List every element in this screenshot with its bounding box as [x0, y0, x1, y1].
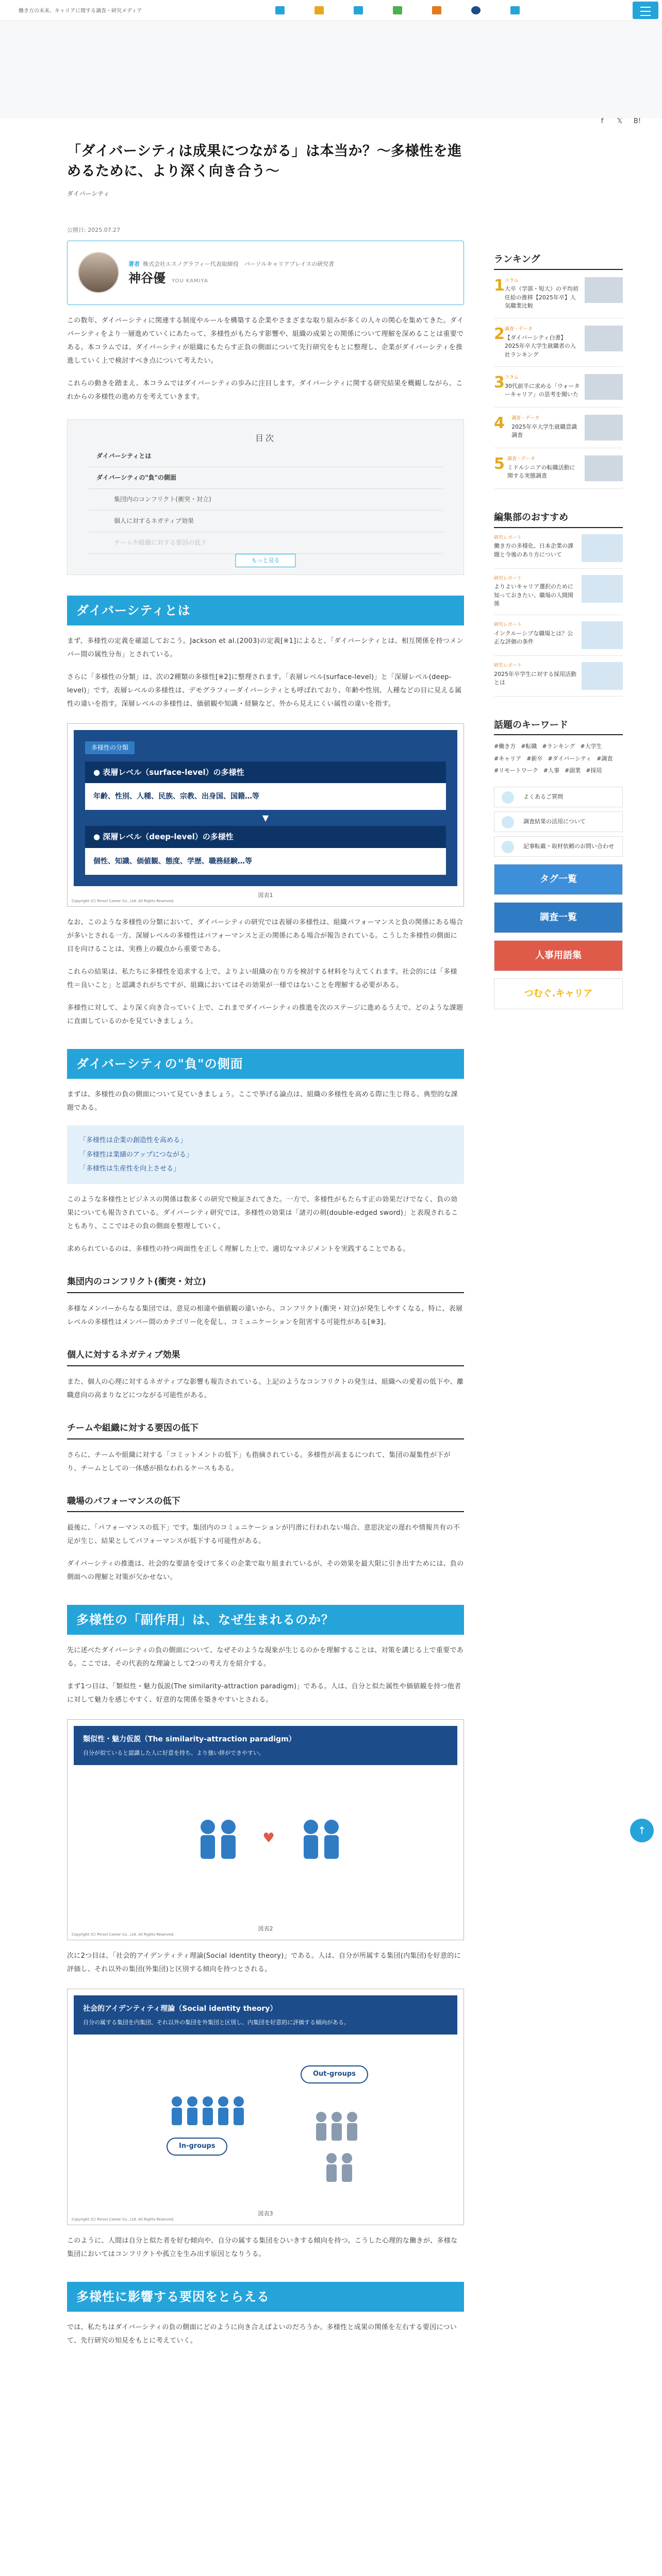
rank-category: 調査・データ — [504, 326, 533, 332]
recommend-thumbnail — [582, 662, 623, 690]
rank-thumbnail — [585, 374, 623, 400]
deep-level-body: 個性、知識、価値観、態度、学歴、職務経験…等 — [93, 857, 252, 866]
facebook-share-icon[interactable]: f — [601, 117, 604, 125]
section-heading: 多様性の「副作用」は、なぜ生まれるのか？ — [67, 1605, 464, 1635]
figure-similarity-attraction — [67, 1719, 464, 1940]
body-paragraph: まず1つ目は、「類似性・魅力仮説(The similarity-attraction paradigm)」である。人は、自分と似た属性や価値観を持つ他者に対して魅力を感じやすく、好意的な関係を築きやすいとされる。 — [67, 1683, 461, 1704]
toc-item[interactable]: 集団内のコンフリクト(衝突・対立) — [88, 489, 443, 511]
recommend-item[interactable] — [494, 569, 623, 615]
body-paragraph: 先に述べたダイバーシティの負の側面について、なぜそのような現象が生じるのかを理解することは、対策を講じる上で重要である。ここでは、その代表的な理論として2つの考え方を紹介する。 — [67, 1647, 464, 1668]
rank-number: 1 — [494, 276, 505, 295]
hamburger-menu-button[interactable] — [633, 2, 658, 19]
quote-line: 「多様性は生産性を向上させる」 — [79, 1165, 180, 1173]
body-paragraph: また、個人の心理に対するネガティブな影響も報告されている。上記のようなコンフリクトの発生は、組織への愛着の低下や、離職意向の高まりなどにつながる可能性がある。 — [67, 1378, 464, 1399]
article-title: 「ダイバーシティは成果につながる」は本当か？～多様性を進めるために、より深く向き合う～ — [67, 143, 462, 180]
arrow-down-icon: ▼ — [262, 813, 269, 823]
usage-link[interactable]: 調査結果の活用について — [494, 811, 623, 832]
figure-title-bar — [74, 1726, 457, 1765]
subsection-heading: チームや組織に対する要因の低下 — [67, 1421, 464, 1439]
toc-title: 目次 — [255, 433, 276, 443]
figure-title-bar — [74, 1995, 457, 2035]
section-heading: ダイバーシティの"負"の側面 — [67, 1049, 464, 1079]
rank-category: 調査・データ — [507, 456, 535, 462]
figure-header: 類似性・魅力仮説（The similarity-attraction paradigm） — [83, 1735, 296, 1744]
share-buttons — [596, 115, 643, 128]
rank-text: 大卒（学部・短大）の平均初任給の推移【2025年卒】人気職業比較 — [504, 285, 578, 310]
recommend-text: インクルーシブな職場とは？公正な評価の条件 — [494, 630, 573, 645]
author-card — [67, 241, 464, 305]
svg-text:♥: ♥ — [262, 1831, 275, 1846]
hatena-share-icon[interactable]: B! — [633, 117, 641, 125]
ranking-item[interactable] — [494, 270, 623, 318]
recommend-item[interactable] — [494, 528, 623, 569]
recommend-text: 2025年卒学生に対する採用活動とは — [494, 670, 576, 686]
body-paragraph: 多様なメンバーからなる集団では、意見の相違や価値観の違いから、コンフリクト(衝突・対立)が発生しやすくなる。特に、表層レベルの多様性はメンバー間のカテゴリー化を促し、コミュニケーションを阻害する可能性がある[※3]。 — [67, 1305, 463, 1327]
ranking-title: ランキング — [494, 251, 623, 270]
service-links — [494, 787, 623, 857]
body-paragraph: さらに「多様性の分類」は、次の2種類の多様性[※2]に整理されます。「表層レベル(surface-level)」と「深層レベル(deep-level)」です。表層レベルの多様性は、デモグラフィーダイバーシティとも呼ばれており、年齢や性別、人種などの目に見える属性の違いを指す。深層レベルの多様性は、価値観や知識・経験など、外から見えにくい属性の違いを指す。 — [67, 673, 462, 708]
figure-copyright: Copyright (C) Persol Career Co., Ltd. All Rights Reserved. — [72, 1933, 175, 1937]
figure-subtitle: 自分の属する集団を内集団、それ以外の集団を外集団と区別し、内集団を好意的に評価する傾向がある。 — [83, 2019, 350, 2026]
body-paragraph: これらの結果は、私たちに多様性を追求する上で、よりよい組織の在り方を検討する材料を与えてくれます。社会的には「多様性＝良いこと」と認識されがちですが、組織においてはその効果が一様ではないことを理解する必要がある。 — [67, 968, 457, 990]
rank-thumbnail — [585, 455, 623, 481]
intro-paragraph: この数年、ダイバーシティに関連する制度やルールを構築する企業やさまざまな取り組みが多くの人々の関心を集めてきた。ダイバーシティをより一層進めていくにあたって、多様性がもたらす影響や、組織の成果との関係について理解を深めることは重要である。本コラムでは、ダイバーシティが組織にもたらす正負の側面について先行研究をもとに整理し、企業がダイバーシティを推進していく上で検討すべき点について考えたい。 — [67, 316, 464, 365]
recommend-category: 研究レポート — [494, 575, 522, 581]
article-category[interactable]: ダイバーシティ — [67, 190, 110, 198]
table-of-contents — [67, 419, 464, 575]
rank-thumbnail — [585, 415, 623, 440]
body-paragraph: ダイバーシティの推進は、社会的な要請を受けて多くの企業で取り組まれているが、その効果を最大限に引き出すためには、負の側面への理解と対策が欠かせない。 — [67, 1560, 464, 1582]
rank-text: ミドルシニアの転職活動に関する実態調査 — [507, 464, 575, 480]
figure-subtitle: 自分が似ていると認識した人に好意を持ち、より強い絆ができやすい。 — [83, 1749, 264, 1756]
keyword-tag[interactable]: #リモートワーク — [494, 767, 538, 774]
top-navigation — [0, 0, 662, 21]
intro-paragraph: これらの動きを踏まえ、本コラムではダイバーシティの歩みに注目します。ダイバーシティに関する研究結果を概観しながら、これからの多様性の進め方を考えていきます。 — [67, 379, 463, 401]
out-groups-label: Out-groups — [301, 2065, 368, 2083]
faq-link[interactable]: よくあるご質問 — [494, 787, 623, 807]
recommend-item[interactable] — [494, 656, 623, 697]
body-paragraph: このような多様性とビジネスの関係は数多くの研究で検証されてきた。一方で、多様性がもたらす正の効果だけでなく、負の効果についても報告されている。ダイバーシティ研究では、多様性の効果は「諸刃の剣(double-edged sword)」と表現されることもあり、ここではその負の側面を整理していく。 — [67, 1196, 458, 1231]
keyword-tag[interactable]: #働き方 — [494, 743, 516, 750]
contact-link[interactable]: 記事転載・取材依頼のお問い合わせ — [494, 836, 623, 857]
nav-chart-icon[interactable] — [378, 3, 417, 18]
surface-level-heading: ● 表層レベル（surface-level）の多様性 — [85, 761, 446, 783]
ranking-item[interactable] — [494, 408, 623, 448]
figure-header: 多様性の分類 — [85, 741, 135, 754]
toc-item[interactable]: 個人に対するネガティブ効果 — [88, 511, 443, 532]
nav-search-icon[interactable] — [456, 3, 495, 18]
quote-box — [67, 1125, 464, 1184]
recommend-text: 働き方の多様化、日本企業の課題と今後のあり方について — [494, 543, 573, 558]
keyword-list — [494, 741, 623, 775]
rank-number: 4 — [494, 414, 505, 432]
hero-background — [0, 21, 662, 118]
figure-illustration — [74, 1765, 457, 1920]
survey-list-banner[interactable]: 調査一覧 — [494, 902, 623, 933]
toc-more-button[interactable]: もっと見る — [236, 554, 296, 567]
keyword-tag[interactable]: #大学生 — [580, 743, 602, 750]
figure-social-identity — [67, 1989, 464, 2225]
body-paragraph: このように、人間は自分と似た者を好む傾向や、自分の属する集団をひいきする傾向を持つ。こうした心理的な働きが、多様な集団においてはコンフリクトや孤立を生み出す原因となりうる。 — [67, 2237, 458, 2259]
body-paragraph: 求められているのは、多様性の持つ両面性を正しく理解した上で、適切なマネジメントを実践することである。 — [67, 1245, 410, 1253]
body-paragraph: では、私たちはダイバーシティの負の側面にどのように向き合えばよいのだろうか。多様性と成果の関係を左右する要因について、先行研究の知見をもとに考えていく。 — [67, 2324, 457, 2345]
figure-caption: 図表3 — [258, 2210, 273, 2217]
keyword-tag[interactable]: #ランキング — [542, 743, 575, 750]
subsection-heading: 個人に対するネガティブ効果 — [67, 1348, 464, 1366]
body-paragraph: まず、多様性の定義を確認しておこう。Jackson et al.(2003)の定義[※1]によると、「ダイバーシティとは、相互関係を持つメンバー間の属性分布」とされている。 — [67, 637, 464, 658]
keywords-title: 話題のキーワード — [494, 717, 623, 736]
rank-number: 3 — [494, 374, 505, 392]
group-illustration — [74, 2035, 457, 2205]
recommend-item[interactable] — [494, 615, 623, 656]
subsection-heading: 職場のパフォーマンスの低下 — [67, 1494, 464, 1513]
figure-blue-panel — [74, 730, 457, 887]
sidebar — [494, 251, 623, 1009]
quote-line: 「多様性は業績のアップにつながる」 — [79, 1150, 193, 1159]
ranking-item[interactable] — [494, 367, 623, 408]
page-top-button[interactable]: ↑ — [630, 1819, 654, 1842]
hr-glossary-banner[interactable]: 人事用語集 — [494, 940, 623, 971]
author-role: 著者 株式会社エスノグラフィー代表取締役 パーソルキャリアプレイスの研究者 — [128, 261, 335, 267]
surface-level-body: 年齢、性別、人種、民族、宗教、出身国、国籍…等 — [93, 792, 259, 801]
recommend-category: 研究レポート — [494, 622, 522, 628]
body-paragraph: 最後に、「パフォーマンスの低下」です。集団内のコミュニケーションが円滑に行われない場合、意思決定の遅れや情報共有の不足が生じ、結果としてパフォーマンスが低下する可能性がある。 — [67, 1524, 460, 1546]
tag-list-banner[interactable]: タグ一覧 — [494, 864, 623, 895]
article-main — [67, 141, 464, 2348]
ranking-item[interactable] — [494, 318, 623, 367]
rank-category: コラム — [504, 375, 519, 380]
keyword-tag[interactable]: #ダイバーシティ — [548, 755, 592, 762]
keyword-tag[interactable]: #副業 — [565, 767, 581, 774]
keyword-tag[interactable]: #人事 — [543, 767, 559, 774]
author-name: 神谷優 YOU KAMIYA — [128, 271, 208, 286]
x-share-icon[interactable]: 𝕏 — [617, 117, 623, 125]
nav-icon-row — [260, 3, 535, 18]
figure-copyright: Copyright (C) Persol Career Co., Ltd. All Rights Reserved. — [72, 2217, 175, 2222]
body-paragraph: なお、このような多様性の分類において、ダイバーシティの研究では表層の多様性は、組織パフォーマンスと負の関係にある場合が多いとされる一方、深層レベルの多様性はパフォーマンスと正の関係にある場合が報告されている。こうした多様性の側面に目を向けることは、実務上の観点から重要である。 — [67, 919, 464, 954]
tsumugu-career-banner[interactable]: つむぐ.キャリア — [494, 978, 623, 1009]
rank-text: 【ダイバーシティ白書】2025年卒大学生就職者の入社ランキング — [504, 334, 576, 358]
rank-number: 5 — [494, 455, 505, 473]
in-groups-label: In-groups — [167, 2138, 227, 2156]
toc-item[interactable]: ダイバーシティとは — [88, 446, 443, 467]
recommend-thumbnail — [582, 534, 623, 562]
keyword-tag[interactable]: #転職 — [521, 743, 537, 750]
figure-diversity-levels — [67, 723, 464, 907]
ranking-item[interactable] — [494, 448, 623, 489]
toc-item[interactable]: チームや組織に対する要因の低下 — [88, 532, 443, 554]
figure-illustration — [74, 2035, 457, 2205]
deep-level-heading: ● 深層レベル（deep-level）の多様性 — [85, 826, 446, 848]
rank-category: コラム — [504, 278, 519, 283]
body-paragraph: 次に2つ目は、「社会的アイデンティティ理論(Social identity theory)」である。人は、自分が所属する集団(内集団)を好意的に評価し、それ以外の集団(外集団)と区別する傾向を持つとされる。 — [67, 1952, 461, 1974]
site-tagline: 働き方の未来、キャリアに関する調査・研究メディア — [19, 8, 142, 14]
body-paragraph: 多様性に対して、より深く向き合っていく上で、これまでダイバーシティの推進を次のステージに進めるうえで、どのような課題に直面しているのかを見ていきましょう。 — [67, 1004, 464, 1026]
recommend-text: よりよいキャリア選択のために知っておきたい、職場の人間関係 — [494, 583, 573, 607]
recommend-category: 研究レポート — [494, 535, 522, 540]
figure-caption: 図表2 — [258, 1925, 273, 1933]
rank-text: 2025年卒大学生就職意識調査 — [511, 423, 577, 439]
rank-thumbnail — [585, 277, 623, 303]
rank-number: 2 — [494, 325, 505, 343]
deep-level-box — [85, 826, 446, 875]
subsection-heading: 集団内のコンフリクト(衝突・対立) — [67, 1275, 464, 1293]
recommend-thumbnail — [582, 575, 623, 603]
nav-building-icon[interactable] — [300, 3, 339, 18]
author-avatar — [78, 252, 119, 293]
body-paragraph: まずは、多様性の負の側面について見ていきましょう。ここで挙げる論点は、組織の多様性を高める際に生じ得る、典型的な課題である。 — [67, 1091, 458, 1112]
keyword-tag[interactable]: #採用 — [586, 767, 602, 774]
figure-header: 社会的アイデンティティ理論（Social identity theory） — [83, 2005, 277, 2013]
keyword-tag[interactable]: #新卒 — [526, 755, 543, 762]
rank-thumbnail — [585, 326, 623, 351]
figure-copyright: Copyright (C) Persol Career Co., Ltd. All Rights Reserved. — [72, 899, 175, 904]
surface-level-box — [85, 761, 446, 810]
body-paragraph: さらに、チームや組織に対する「コミットメントの低下」も指摘されている。多様性が高まるにつれて、集団の凝集性が下がり、チームとしての一体感が損なわれるケースもある。 — [67, 1451, 451, 1472]
section-heading: ダイバーシティとは — [67, 596, 464, 625]
recommend-category: 研究レポート — [494, 663, 522, 668]
publish-date: 公開日: 2025.07.27 — [67, 227, 121, 234]
recommend-thumbnail — [582, 621, 623, 649]
keyword-tag[interactable]: #調査 — [597, 755, 613, 762]
keyword-tag[interactable]: #キャリア — [494, 755, 522, 762]
figure-caption: 図表1 — [258, 892, 273, 899]
nav-person-icon[interactable] — [417, 3, 456, 18]
rank-category: 調査・データ — [511, 416, 540, 421]
quote-line: 「多様性は企業の創造性を高める」 — [79, 1137, 187, 1145]
rank-text: 30代前半に求める「ウォーターキャリア」の思考を聞いた — [504, 382, 580, 398]
section-heading: 多様性に影響する要因をとらえる — [67, 2282, 464, 2312]
toc-item[interactable]: ダイバーシティの"負"の側面 — [88, 467, 443, 489]
nav-bookmark-icon[interactable] — [495, 3, 535, 18]
people-illustration — [74, 1765, 457, 1920]
nav-people-icon[interactable] — [260, 3, 300, 18]
nav-document-icon[interactable] — [339, 3, 378, 18]
recommend-title: 編集部のおすすめ — [494, 510, 623, 528]
